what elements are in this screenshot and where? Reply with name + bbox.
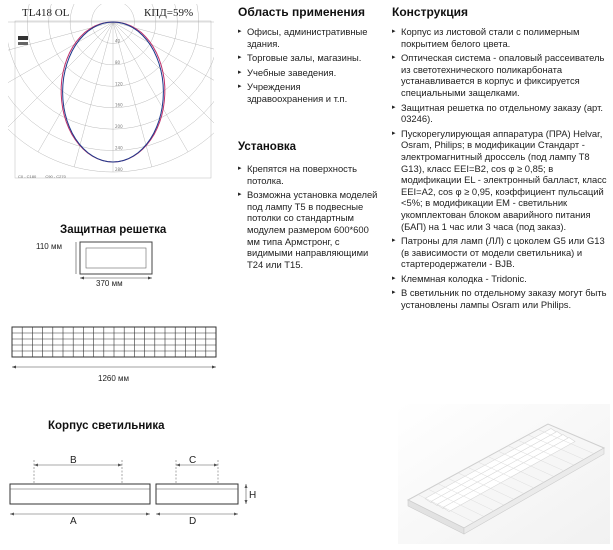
- list-item: ▸ Крепятся на поверхность потолка.: [238, 163, 358, 186]
- construction-list: [392, 26, 608, 314]
- list-item: ▸ Офисы, административные здания.: [238, 26, 368, 49]
- polar-chart: [8, 4, 214, 188]
- list-item: ▸ Торговые залы, магазины.: [238, 52, 362, 64]
- body-diagram: [4, 448, 264, 538]
- polar-ring: [8, 4, 214, 151]
- polar-ring-label: 80: [115, 59, 121, 65]
- dim-letter-h: H: [249, 490, 257, 501]
- polar-ring-label: 160: [115, 102, 123, 108]
- list-item: ▸ Возможна установка моделей под лампу T5 в подвесные потолки со стандартным модулем размером 600*600 мм типа Армстронг, с видимыми направляющими T24 или T15.: [238, 189, 378, 270]
- list-item: ▸ Корпус из листовой стали с полимерным покрытием белого цвета.: [392, 26, 580, 49]
- list-item: ▸ В светильник по отдельному заказу могут быть установлены лампы Osram или Philips.: [392, 287, 607, 311]
- grid-side-view: [6, 325, 220, 375]
- polar-ring-label: 200: [115, 124, 123, 130]
- list-item: ▸ Клеммная колодка - Tridonic.: [392, 272, 527, 284]
- polar-spoke: [113, 22, 188, 152]
- polar-spoke: [38, 22, 113, 152]
- construction-title: Конструкция: [392, 5, 469, 19]
- polar-ring-label: 40: [115, 38, 121, 44]
- chart-legend: [18, 174, 138, 179]
- grid-length-label: 1260 мм: [98, 374, 130, 383]
- grid-height-label: 110 мм: [36, 242, 62, 251]
- grid-section-title: Защитная решетка: [60, 224, 167, 236]
- polar-ring-label: 120: [115, 81, 123, 87]
- polar-spoke: [113, 22, 214, 61]
- polar-ring-label: 240: [115, 145, 123, 151]
- luminaire-photo: [398, 404, 610, 544]
- list-item: ▸ Учебные заведения.: [238, 66, 337, 78]
- dim-letter-b: B: [70, 455, 77, 466]
- polar-spoke: [8, 22, 113, 61]
- grid-width-label: 370 мм: [96, 279, 123, 288]
- dim-letter-d: D: [189, 516, 197, 527]
- chart-efficiency: КПД=59%: [144, 7, 194, 19]
- list-item: ▸ Защитная решетка по отдельному заказу (арт. 03246).: [392, 101, 603, 125]
- list-item: ▸ Учреждения здравоохранения и т.п.: [238, 81, 348, 104]
- list-item: ▸ Оптическая система - опаловый рассеиватель из светотехнического поликарбоната устанавливается в корпус и фиксируется специальными защелками.: [392, 52, 605, 98]
- dim-letter-a: A: [70, 516, 77, 527]
- application-title: Область применения: [238, 5, 366, 19]
- dim-letter-c: C: [189, 455, 197, 466]
- installation-title: Установка: [238, 141, 297, 153]
- polar-ring-label: 280: [115, 167, 123, 172]
- legend-c0: C0 - C180: [18, 174, 37, 179]
- installation-list: [238, 163, 378, 273]
- legend-c90: C90 - C270: [45, 174, 66, 179]
- list-item: ▸ Пускорегулирующая аппаратура (ПРА) Helvar, Osram, Philips; в модификации Стандарт - электромагнитный дроссель (под лампу T8 G13), класс EEI=B2, cos φ ≥ 0,85; в модификации EL - электронный балласт, класс EEI=A2, cos φ ≥ 0,95, коэффициент пульсаций <5%; в модификации EM - светильник укомплектован блоком аварийного питания (БАП) на 1 час или 3 часа (под заказ).: [392, 127, 607, 232]
- body-section-title: Корпус светильника: [48, 420, 165, 432]
- chart-model: TL418 OL: [22, 7, 70, 19]
- polar-diagram: [8, 4, 214, 188]
- polar-spoke: [8, 22, 113, 97]
- polar-ring: [8, 4, 214, 129]
- list-item: ▸ Патроны для ламп (ЛЛ) с цоколем G5 или G13 (в зависимости от модели светильника) и стартеродержатели - BJB.: [392, 235, 605, 270]
- application-list: [238, 26, 378, 108]
